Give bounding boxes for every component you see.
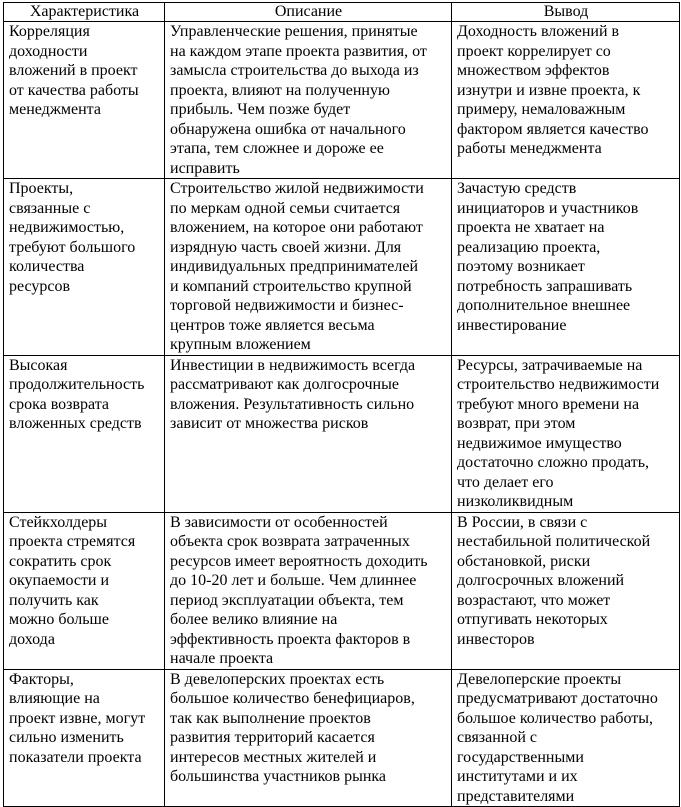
description-text-line: по меркам одной семьи считается [170, 199, 401, 217]
description-text-line: большое количество бенефициаров, [170, 690, 415, 707]
characteristic-text-line: получить как [9, 591, 99, 609]
characteristic-text-line: Проекты, [9, 180, 74, 197]
conclusion-text-line: инвесторов [457, 630, 535, 648]
cell-description [165, 355, 452, 512]
cell-characteristic [4, 669, 165, 807]
conclusion-text-line: фактором является качество [457, 120, 649, 138]
conclusion-text-line: потребность запрашивать [457, 277, 633, 295]
conclusion-text-line: институтами и их [457, 768, 578, 785]
conclusion-text-line: Доходность вложений в [457, 23, 620, 40]
cell-characteristic [4, 512, 165, 669]
description-text-line: развития территорий касается [170, 729, 375, 746]
description-text-line: крупным вложением [170, 336, 311, 353]
description-text-line: и компаний строительство крупной [170, 277, 412, 295]
description-text-line: индивидуальных предпринимателей [170, 258, 418, 275]
conclusion-text-line: предусматривают достаточно [457, 690, 658, 707]
conclusion-text-line: поэтому возникает [457, 258, 585, 275]
cell-conclusion [452, 355, 680, 512]
characteristic-text-line: сократить срок [9, 552, 112, 570]
characteristic-text-line: недвижимостью, [9, 219, 125, 236]
characteristic-text-line: менеджмента [9, 101, 101, 118]
conclusion-text-line: большое количество работы, [457, 709, 653, 727]
description-text-line: исправить [170, 159, 240, 177]
characteristic-text-line: дохода [9, 630, 55, 648]
cell-conclusion [452, 512, 680, 669]
characteristic-text-line: требуют большого [9, 238, 136, 256]
description-text-line: более велико влияние на [170, 611, 338, 628]
conclusion-text-line: работы менеджмента [457, 140, 602, 157]
header-characteristic: Характеристика [4, 3, 165, 22]
comparison-table [3, 2, 680, 807]
table-header-row [4, 3, 680, 22]
header-description: Описание [165, 3, 452, 22]
conclusion-text-line: низколиквидным [457, 493, 574, 510]
conclusion-text-line: недвижимое имущество [457, 434, 622, 452]
description-text-line: изрядную часть своей жизни. Для [170, 238, 402, 256]
characteristic-text-line: количества [9, 258, 85, 275]
characteristic-text-line: срока возврата [9, 395, 110, 413]
conclusion-text-line: строительство недвижимости [457, 376, 660, 393]
description-text-line: на каждом этапе проекта развития, от [170, 42, 427, 60]
characteristic-text-line: проект извне, могут [9, 709, 146, 727]
conclusion-text-line: требуют много времени на [457, 395, 640, 413]
characteristic-text-line: ресурсов [9, 277, 71, 295]
characteristic-text-line: окупаемости и [9, 572, 110, 589]
characteristic-text-line: проекта стремятся [9, 533, 136, 550]
conclusion-text-line: обстановкой, риски [457, 552, 591, 570]
conclusion-text-line: дополнительное внешнее [457, 297, 631, 314]
conclusion-text-line: В России, в связи с [457, 513, 588, 531]
description-text-line: центров тоже является весьма [170, 316, 375, 334]
description-text-line: Строительство жилой недвижимости [170, 180, 424, 197]
conclusion-text-line: проекта не хватает на [457, 219, 605, 236]
characteristic-text-line: показатели проекта [9, 748, 142, 766]
conclusion-text-line: Зачастую средств [457, 180, 577, 197]
cell-description [165, 22, 452, 179]
conclusion-text-line: проект коррелирует со [457, 42, 611, 60]
conclusion-text-line: нестабильной политической [457, 533, 651, 550]
cell-conclusion [452, 179, 680, 356]
characteristic-text-line: от качества работы [9, 81, 139, 99]
conclusion-text-line: реализацию проекта, [457, 238, 601, 256]
description-text-line: обнаружена ошибка от начального [170, 120, 406, 138]
conclusion-text-line: что делает его [457, 473, 554, 491]
description-text-line: В зависимости от особенностей [170, 513, 388, 531]
characteristic-text-line: можно больше [9, 611, 109, 628]
description-text-line: прибыль. Чем позже будет [170, 101, 351, 118]
characteristic-text-line: продолжительность [9, 376, 145, 393]
conclusion-text-line: представителями [457, 787, 575, 805]
description-text-line: большинства участников рынка [170, 768, 387, 785]
characteristic-text-line: Высокая [9, 356, 68, 374]
table-row [4, 22, 680, 179]
characteristic-text-line: Корреляция [9, 23, 90, 40]
table-row [4, 669, 680, 807]
cell-description [165, 179, 452, 356]
conclusion-text-line: множеством эффектов [457, 62, 610, 79]
cell-description [165, 512, 452, 669]
description-text-line: интересов местных жителей и [170, 748, 377, 766]
characteristic-text-line: сильно изменить [9, 729, 124, 746]
characteristic-text-line: вложенных средств [9, 415, 142, 432]
conclusion-text-line: возврат, при этом [457, 415, 576, 432]
characteristic-text-line: доходности [9, 42, 88, 60]
conclusion-text-line: государственными [457, 748, 584, 766]
description-text-line: эффективность проекта факторов в [170, 630, 411, 648]
cell-description [165, 669, 452, 807]
conclusion-text-line: Девелоперские проекты [457, 670, 622, 688]
conclusion-text-line: инициаторов и участников [457, 199, 639, 217]
description-text-line: зависит от множества рисков [170, 415, 369, 432]
description-text-line: вложения. Результативность сильно [170, 395, 415, 413]
cell-conclusion [452, 669, 680, 807]
characteristic-text-line: вложений в проект [9, 62, 138, 79]
conclusion-text-line: инвестирование [457, 316, 567, 334]
description-text-line: ресурсов имеет вероятность доходить [170, 552, 428, 570]
conclusion-text-line: возрастают, что может [457, 591, 611, 609]
cell-conclusion [452, 22, 680, 179]
conclusion-text-line: изнутри и извне проекта, к [457, 81, 641, 99]
conclusion-text-line: примеру, немаловажным [457, 101, 626, 118]
conclusion-text-line: Ресурсы, затрачиваемые на [457, 356, 643, 374]
characteristic-text-line: Стейкхолдеры [9, 513, 108, 531]
description-text-line: проекта, влияют на полученную [170, 81, 390, 99]
conclusion-text-line: достаточно сложно продать, [457, 454, 650, 471]
table-row [4, 355, 680, 512]
conclusion-text-line: долгосрочных вложений [457, 572, 625, 589]
table-row [4, 179, 680, 356]
description-text-line: период эксплуатации объекта, тем [170, 591, 404, 609]
description-text-line: Управленческие решения, принятые [170, 23, 418, 40]
cell-characteristic [4, 22, 165, 179]
cell-characteristic [4, 179, 165, 356]
cell-characteristic [4, 355, 165, 512]
table-row [4, 512, 680, 669]
description-text-line: рассматривают как долгосрочные [170, 376, 399, 393]
description-text-line: объекта срок возврата затраченных [170, 533, 410, 550]
description-text-line: В девелоперских проектах есть [170, 670, 385, 688]
description-text-line: замысла строительства до выхода из [170, 62, 419, 79]
description-text-line: Инвестиции в недвижимость всегда [170, 356, 416, 374]
description-text-line: начале проекта [170, 650, 274, 667]
characteristic-text-line: влияющие на [9, 690, 100, 707]
description-text-line: вложением, на которое они работают [170, 219, 423, 236]
header-conclusion: Вывод [452, 3, 680, 22]
description-text-line: этапа, тем сложнее и дороже ее [170, 140, 384, 157]
conclusion-text-line: связанной с [457, 729, 538, 746]
characteristic-text-line: связанные с [9, 199, 91, 217]
description-text-line: так как выполнение проектов [170, 709, 371, 727]
description-text-line: торговой недвижимости и бизнес- [170, 297, 404, 314]
characteristic-text-line: Факторы, [9, 670, 74, 688]
conclusion-text-line: отпугивать некоторых [457, 611, 608, 628]
description-text-line: до 10-20 лет и больше. Чем длиннее [170, 572, 417, 589]
